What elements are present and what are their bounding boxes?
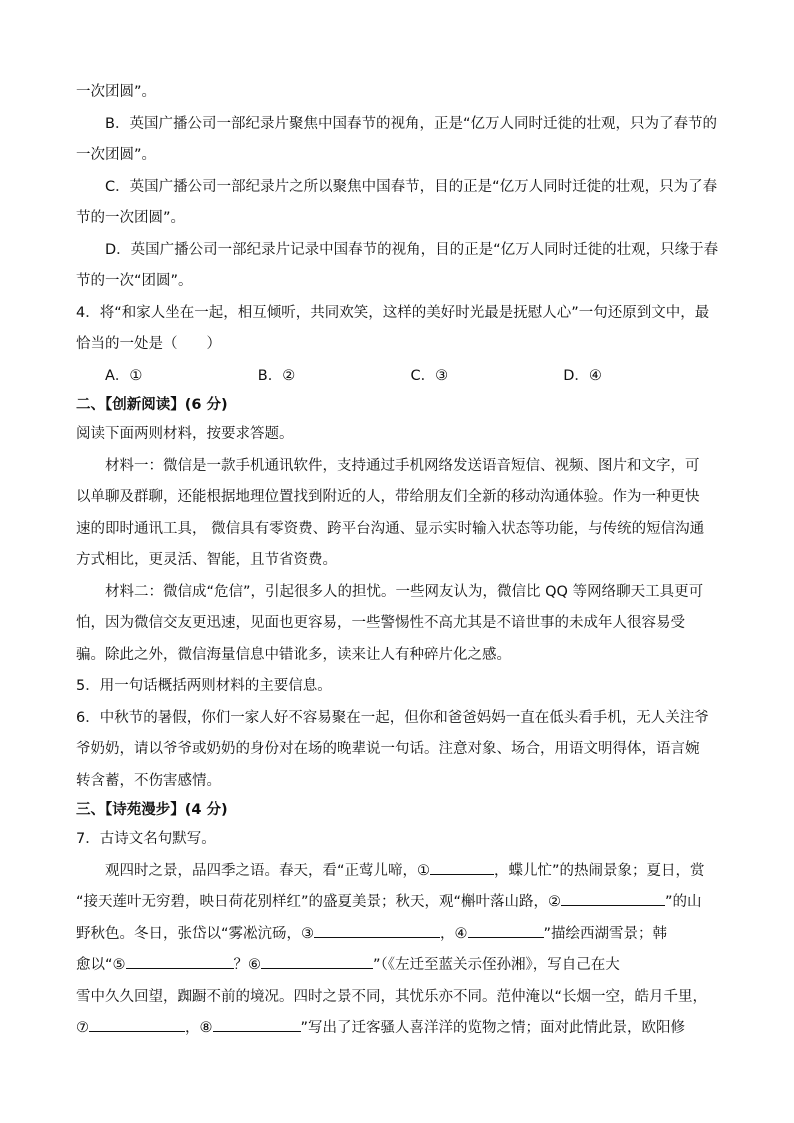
material1-line2: 以单聊及群聊，还能根据地理位置找到附近的人，带给朋友们全新的移动沟通体验。作为一种更快 <box>76 489 700 505</box>
poem-text: ，蝶儿忙”的热闹景象；夏日，赏 <box>494 862 705 879</box>
section3-heading: 三、【诗苑漫步】(4 分) <box>76 802 228 818</box>
blank-number-3: ③ <box>301 925 315 942</box>
q4-choice-d: D．④ <box>563 367 602 384</box>
fill-blank-2[interactable] <box>561 889 665 906</box>
poem-line4 <box>76 950 716 982</box>
material1-line3: 速的即时通讯工具， 微信具有零资费、跨平台沟通、显示实时输入状态等功能，与传统的短信沟通 <box>76 520 705 537</box>
q4-stem-line1: 4．将“和家人坐在一起，相互倾听，共同欢笑，这样的美好时光最是抚慰人心”一句还原到文中，最 <box>76 304 710 321</box>
material2-line2: 怕，因为微信交友更迅速，见面也更容易，一些警惕性不高尤其是不谙世事的未成年人很容易受 <box>76 615 685 631</box>
poem-line6 <box>76 1013 716 1045</box>
poem-line1 <box>76 856 716 888</box>
poem-text: ， <box>440 925 455 942</box>
q5-stem: 5．用一句话概括两则材料的主要信息。 <box>76 678 332 694</box>
material2-line3: 骗。除此之外，微信海量信息中错讹多，读来让人有种碎片化之感。 <box>76 646 511 663</box>
material1-line4: 方式相比，更灵活、智能，且节省资费。 <box>76 552 337 568</box>
q4-choice-c: C．③ <box>410 367 449 384</box>
fill-blank-1[interactable] <box>430 858 494 875</box>
q3-option-b-line2: 一次团圆”。 <box>76 147 157 163</box>
q3-option-a-tail: 一次团圆”。 <box>76 84 157 100</box>
q6-stem-line2: 爷奶奶，请以爷爷或奶奶的身份对在场的晚辈说一句话。注意对象、场合，用语文明得体，语言婉 <box>76 741 700 757</box>
poem-text: 野秋色。冬日，张岱以“雾凇沆砀， <box>76 925 302 942</box>
blank-number-2: ② <box>548 894 562 910</box>
poem-line3 <box>76 919 716 951</box>
fill-blank-8[interactable] <box>213 1015 301 1032</box>
q3-option-c-line2: 节的一次团圆”。 <box>76 210 186 226</box>
q4-stem-line2: 恰当的一处是（ ） <box>76 336 221 352</box>
q6-stem-line1: 6．中秋节的暑假，你们一家人好不容易聚在一起，但你和爸爸妈妈一直在低头看手机，无人关注爷 <box>76 709 709 726</box>
q6-stem-line3: 转含蓄，不伤害感情。 <box>76 772 221 789</box>
blank-number-1: ① <box>417 862 431 879</box>
section2-intro: 阅读下面两则材料，按要求答题。 <box>76 426 294 442</box>
fill-blank-5[interactable] <box>126 952 234 969</box>
q3-option-d-line1: D．英国广播公司一部纪录片记录中国春节的视角，目的正是“亿万人同时迁徙的壮观，只缘于春 <box>105 241 719 258</box>
fill-blank-4[interactable] <box>468 921 544 938</box>
poem-text: 观四时之景，品四季之语。春天，看“正莺儿啼， <box>105 862 418 879</box>
poem-line2 <box>76 887 716 919</box>
poem-text: ”写出了迁客骚人喜洋洋的览物之情；面对此情此景，欧阳修 <box>300 1020 686 1036</box>
blank-number-4: ④ <box>454 925 468 942</box>
poem-text: 愈以“ <box>76 957 113 973</box>
q3-option-d-line2: 节的一次“团圆”。 <box>76 273 193 289</box>
q4-choices <box>76 361 716 393</box>
fill-blank-6[interactable] <box>261 952 373 969</box>
poem-text: ？ <box>233 957 249 973</box>
blank-number-8: ⑧ <box>199 1020 213 1036</box>
poem-text: ”描绘西湖雪景；韩 <box>543 925 668 942</box>
document-content <box>76 77 719 1045</box>
blank-number-5: ⑤ <box>112 957 126 973</box>
material2-line1: 材料二：微信成“危信”，引起很多人的担忧。一些网友认为，微信比 QQ 等网络聊天工具更可 <box>105 583 704 600</box>
poem-text: ”的山 <box>665 894 702 910</box>
poem-line5: 雪中久久回望，踟蹰不前的境况。四时之景不同，其忧乐亦不同。范仲淹以“长烟一空，皓月千里， <box>76 988 708 1005</box>
fill-blank-7[interactable] <box>89 1015 185 1032</box>
poem-text: ， <box>185 1020 200 1036</box>
material1-line1: 材料一：微信是一款手机通讯软件，支持通过手机网络发送语音短信、视频、图片和文字，可 <box>105 457 700 474</box>
poem-text: “接天莲叶无穷碧，映日荷花别样红”的盛夏美景；秋天，观“槲叶落山路， <box>76 894 549 910</box>
q7-stem: 7．古诗文名句默写。 <box>76 831 216 847</box>
section2-heading: 二、【创新阅读】(6 分) <box>76 397 228 413</box>
blank-number-6: ⑥ <box>248 957 262 973</box>
q3-option-c-line1: C．英国广播公司一部纪录片之所以聚焦中国春节，目的正是“亿万人同时迁徙的壮观，只为了春 <box>105 178 718 195</box>
poem-text: ”（《左迁至蓝关示侄孙湘》，写自己在大 <box>373 957 620 973</box>
q3-option-b-line1: B．英国广播公司一部纪录片聚焦中国春节的视角，正是“亿万人同时迁徙的壮观，只为了春节的 <box>105 115 717 132</box>
fill-blank-3[interactable] <box>314 921 440 938</box>
q4-choice-a: A．① <box>105 367 143 384</box>
blank-number-7: ⑦ <box>76 1020 89 1036</box>
q4-choice-b: B．② <box>257 367 296 384</box>
